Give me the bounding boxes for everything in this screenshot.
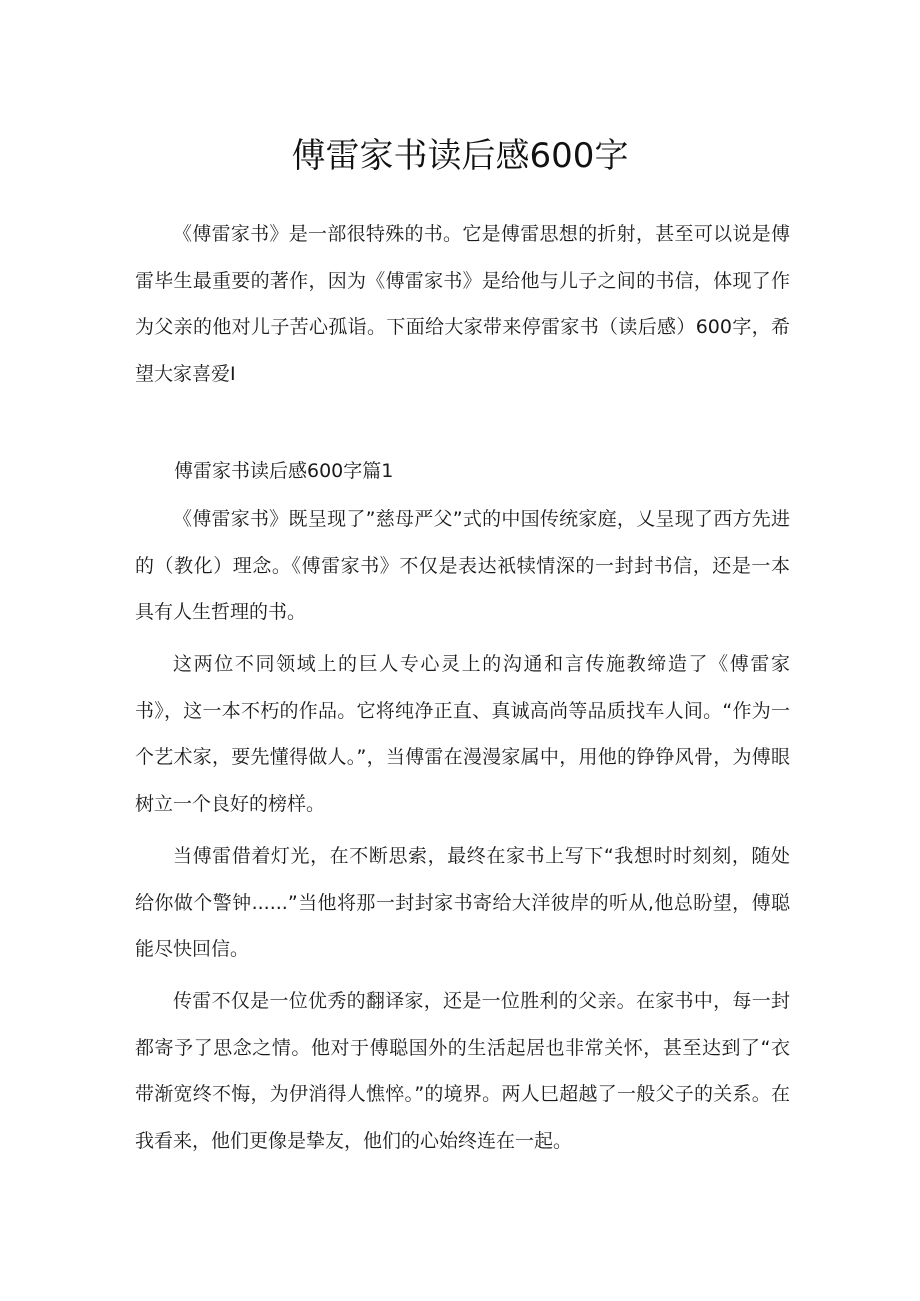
body-paragraph-4: 传雷不仅是一位优秀的翻译家，还是一位胜利的父亲。在家书中，每一封都寄予了思念之情。他对于傅聪国外的生活起居也非常关怀，甚至达到了“衣带渐宽终不悔，为伊消得人憔悴。”的境界。两人巳超越了一般父子的关系。在我看来，他们更像是挚友，他们的心始终连在一起。 [135, 990, 790, 1152]
section-heading: 傅雷家书读后感600字篇1 [174, 460, 394, 482]
body-paragraph-2: 这两位不同领域上的巨人专心灵上的沟通和言传施教缔造了《傅雷家书》，这一本不朽的作品。它将纯净正直、真诚高尚等品质找车人间。“作为一个艺术家，要先懂得做人。”，当傅雷在漫漫家属中，用他的铮铮风骨，为傅眼树立一个良好的榜样。 [135, 653, 790, 815]
intro-paragraph: 《傅雷家书》是一部很特殊的书。它是傅雷思想的折射，甚至可以说是傅雷毕生最重要的著作，因为《傅雷家书》是给他与儿子之间的书信，体现了作为父亲的他对儿子苦心孤诣。下面给大家带来停雷家书（读后感）600字，希望大家喜爱I [135, 223, 790, 385]
body-paragraph-3: 当傅雷借着灯光，在不断思索，最终在家书上写下“我想时时刻刻，随处给你做个警钟......”当他将那一封封家书寄给大洋彼岸的听从,他总盼望，傅聪能尽快回信。 [135, 845, 790, 960]
body-paragraph-1: 《傅雷家书》既呈现了”慈母严父”式的中国传统家庭，乂呈现了西方先进的（教化）理念。《傅雷家书》不仅是表达祇犊情深的一封封书信，还是一本具有人生哲理的书。 [135, 508, 790, 623]
document-title: 傅雷家书读后感600字 [291, 136, 629, 176]
